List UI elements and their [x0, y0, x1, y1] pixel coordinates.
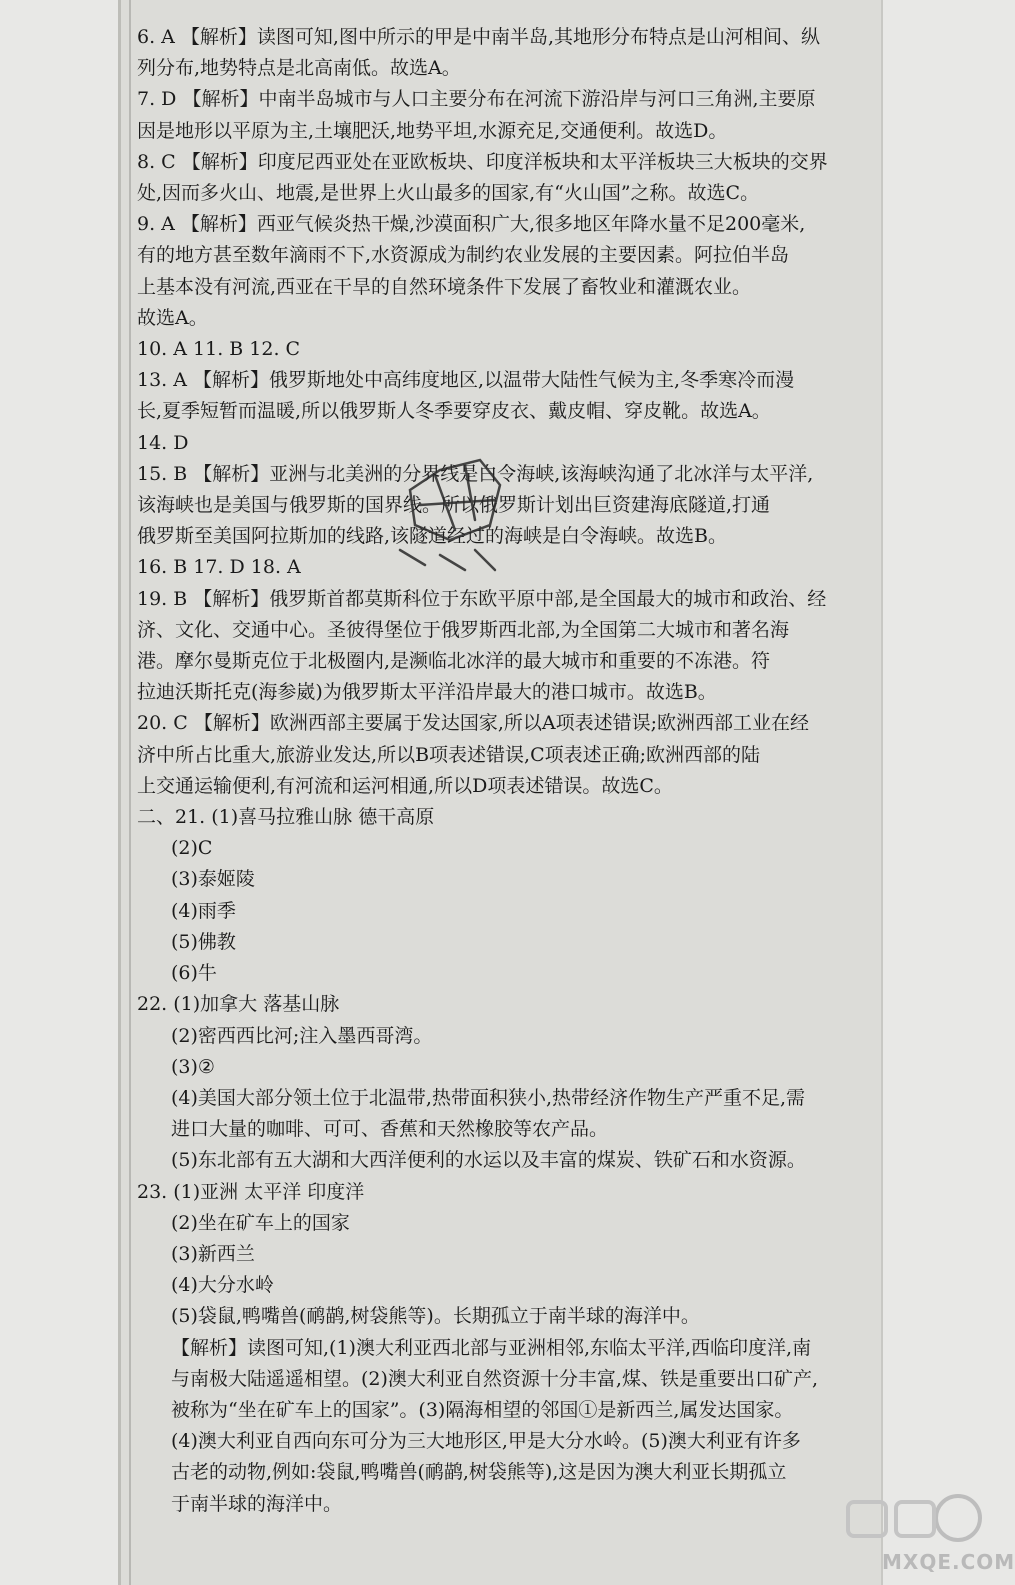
answer-line: 因是地形以平原为主,土壤肥沃,地势平坦,水源充足,交通便利。故选D。 — [137, 119, 728, 142]
answer-line: 9. A 【解析】西亚气候炎热干燥,沙漠面积广大,很多地区年降水量不足200毫米, — [137, 213, 806, 236]
answer-line: 二、21. (1)喜马拉雅山脉 德干高原 — [137, 806, 435, 829]
answer-line: 13. A 【解析】俄罗斯地处中高纬度地区,以温带大陆性气候为主,冬季寒冷而漫 — [137, 369, 795, 392]
answer-line: (6)牛 — [171, 962, 217, 985]
answer-item — [137, 708, 837, 802]
answer-line: (4)雨季 — [171, 899, 236, 922]
answer-item — [137, 459, 837, 553]
answer-line: 故选A。 — [137, 306, 208, 329]
answer-line: 7. D 【解析】中南半岛城市与人口主要分布在河流下游沿岸与河口三角洲,主要原 — [137, 88, 816, 111]
answer-line: (2)坐在矿车上的国家 — [171, 1211, 350, 1234]
answer-item — [137, 147, 837, 209]
answer-content — [137, 22, 837, 1520]
answer-line: 该海峡也是美国与俄罗斯的国界线。所以俄罗斯计划出巨资建海底隧道,打通 — [137, 494, 771, 517]
answer-item — [137, 584, 837, 709]
answer-item — [137, 209, 837, 334]
answer-item — [137, 334, 837, 365]
answer-line: 15. B 【解析】亚洲与北美洲的分界线是白令海峡,该海峡沟通了北冰洋与太平洋, — [137, 462, 814, 485]
answer-line: (5)佛教 — [171, 930, 236, 953]
answer-line: 有的地方甚至数年滴雨不下,水资源成为制约农业发展的主要因素。阿拉伯半岛 — [137, 244, 790, 267]
answer-line: 6. A 【解析】读图可知,图中所示的甲是中南半岛,其地形分布特点是山河相间、纵 — [137, 26, 821, 48]
answer-line: 济中所占比重大,旅游业发达,所以B项表述错误,C项表述正确;欧洲西部的陆 — [137, 743, 761, 766]
answer-item — [137, 428, 837, 459]
margin-line — [129, 0, 131, 1585]
answer-line: 济、文化、交通中心。圣彼得堡位于俄罗斯西北部,为全国第二大城市和著名海 — [137, 618, 790, 641]
answer-line: (3)② — [171, 1055, 215, 1078]
answer-line: (2)密西西比河;注入墨西哥湾。 — [171, 1024, 433, 1047]
answer-line: 【解析】读图可知,(1)澳大利亚西北部与亚洲相邻,东临太平洋,西临印度洋,南 — [171, 1336, 812, 1359]
answer-line: (4)澳大利亚自西向东可分为三大地形区,甲是大分水岭。(5)澳大利亚有许多 — [171, 1430, 801, 1453]
answer-item — [137, 1177, 837, 1520]
answer-line: (5)袋鼠,鸭嘴兽(鸸鹋,树袋熊等)。长期孤立于南半球的海洋中。 — [171, 1305, 700, 1328]
answer-line: 于南半球的海洋中。 — [171, 1492, 343, 1515]
answer-line: 港。摩尔曼斯克位于北极圈内,是濒临北冰洋的最大城市和重要的不冻港。符 — [137, 650, 771, 673]
answer-item — [137, 22, 837, 84]
answer-item — [137, 365, 837, 427]
answer-line: 古老的动物,例如:袋鼠,鸭嘴兽(鸸鹋,树袋熊等),这是因为澳大利亚长期孤立 — [171, 1461, 787, 1484]
answer-line: (4)美国大部分领土位于北温带,热带面积狭小,热带经济作物生产严重不足,需 — [171, 1086, 806, 1109]
watermark-url: MXQE.COM — [882, 1550, 1015, 1574]
answer-line: 处,因而多火山、地震,是世界上火山最多的国家,有“火山国”之称。故选C。 — [137, 182, 760, 205]
answer-line: 与南极大陆遥遥相望。(2)澳大利亚自然资源十分丰富,煤、铁是重要出口矿产, — [171, 1367, 818, 1390]
answer-line: 列分布,地势特点是北高南低。故选A。 — [137, 57, 461, 80]
answer-line: 上交通运输便利,有河流和运河相通,所以D项表述错误。故选C。 — [137, 774, 673, 797]
answer-line: (2)C — [171, 837, 213, 860]
answer-item — [137, 802, 837, 989]
answer-line: 长,夏季短暂而温暖,所以俄罗斯人冬季要穿皮衣、戴皮帽、穿皮靴。故选A。 — [137, 400, 771, 423]
answer-line: 16. B 17. D 18. A — [137, 556, 301, 579]
answer-line: 进口大量的咖啡、可可、香蕉和天然橡胶等农产品。 — [171, 1118, 609, 1141]
answer-line: (3)泰姬陵 — [171, 868, 255, 891]
answer-line: 20. C 【解析】欧洲西部主要属于发达国家,所以A项表述错误;欧洲西部工业在经 — [137, 712, 809, 735]
answer-item — [137, 552, 837, 583]
answer-line: (3)新西兰 — [171, 1242, 255, 1265]
answer-line: (5)东北部有五大湖和大西洋便利的水运以及丰富的煤炭、铁矿石和水资源。 — [171, 1149, 806, 1172]
answer-line: 8. C 【解析】印度尼西亚处在亚欧板块、印度洋板块和太平洋板块三大板块的交界 — [137, 150, 828, 173]
answer-line: 上基本没有河流,西亚在干旱的自然环境条件下发展了畜牧业和灌溉农业。 — [137, 275, 752, 298]
answer-line: 23. (1)亚洲 太平洋 印度洋 — [137, 1180, 365, 1203]
answer-line: 19. B 【解析】俄罗斯首都莫斯科位于东欧平原中部,是全国最大的城市和政治、经 — [137, 587, 827, 610]
answer-line: 10. A 11. B 12. C — [137, 338, 301, 361]
answer-line: 拉迪沃斯托克(海参崴)为俄罗斯太平洋沿岸最大的港口城市。故选B。 — [137, 681, 717, 704]
answer-line: 14. D — [137, 431, 189, 454]
answer-item — [137, 989, 837, 1176]
answer-line: (4)大分水岭 — [171, 1274, 274, 1297]
answer-item — [137, 84, 837, 146]
answer-line: 俄罗斯至美国阿拉斯加的线路,该隧道经过的海峡是白令海峡。故选B。 — [137, 525, 728, 548]
answer-line: 22. (1)加拿大 落基山脉 — [137, 993, 340, 1016]
answer-line: 被称为“坐在矿车上的国家”。(3)隔海相望的邻国①是新西兰,属发达国家。 — [171, 1398, 794, 1421]
